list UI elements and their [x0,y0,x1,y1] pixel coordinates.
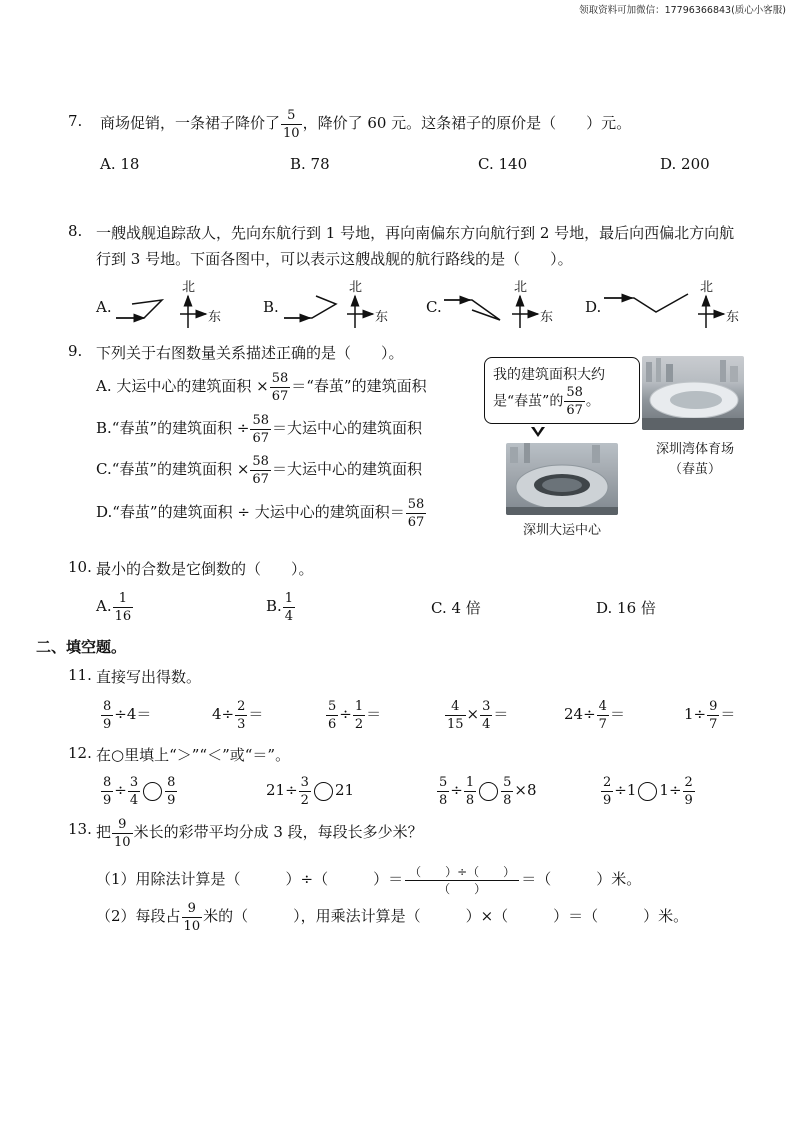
q8-option-d[interactable]: D. [585,298,602,316]
q8-option-c[interactable]: C. [426,298,442,316]
q12-compare-2: 21÷ $\frac{3}{2}$ 21 [266,774,355,808]
compass-arrows-icon [698,290,726,340]
q11-text: 直接写出得数。 [96,668,202,686]
q11-expr-4: $\frac{4}{15}$ × $\frac{3}{4}$ ＝ [447,698,509,732]
compare-circle-3[interactable] [479,782,498,801]
q7-fraction: $\frac{5}{10}$ [283,107,300,141]
header-note: 领取资料可加微信：17796366843(质心小客服) [579,5,786,16]
compare-circle-4[interactable] [638,782,657,801]
east-label: 东 [726,310,740,325]
q7-text-b: ，降价了 60 元。这条裙子的原价是（ ）元。 [302,114,632,132]
q10-option-c[interactable]: C. 4 倍 [431,599,481,617]
q10-option-b[interactable]: B. $\frac{1}{4}$ [266,590,294,624]
q7-option-c[interactable]: C. 140 [478,155,528,173]
q11-expr-2: 4÷ $\frac{2}{3}$ ＝ [212,698,264,732]
q9-option-d[interactable]: D.“春茧”的建筑面积 ÷ 大运中心的建筑面积＝ $\frac{58}{67}$ [96,496,425,530]
q13-stem: 把 $\frac{9}{10}$ 米长的彩带平均分成 3 段，每段长多少米？ [96,816,423,850]
route-c-diagram [442,292,506,326]
q8-option-b[interactable]: B. [263,298,279,316]
route-d-diagram [602,290,694,322]
q12-text: 在○里填上“＞”“＜”或“＝”。 [96,746,291,764]
bubble-line1: 我的建筑面积大约 [493,367,605,383]
speech-bubble [484,357,640,424]
q9-option-a[interactable]: A. 大运中心的建筑面积 × $\frac{58}{67}$ ＝“春茧”的建筑面积 [96,370,427,404]
q8-line2: 行到 3 号地。下面各图中，可以表示这艘战舰的航行路线的是（ ）。 [96,250,573,268]
q7-option-d[interactable]: D. 200 [660,155,710,173]
q13-sub1-fraction: （ ）÷（ ） （ ） [405,866,519,895]
q11-expr-6: 1÷ $\frac{9}{7}$ ＝ [684,698,736,732]
caption-left: 深圳大运中心 [522,523,601,538]
q8-num: 8. [68,222,83,240]
east-label: 东 [208,310,222,325]
route-b-diagram [282,294,342,326]
q11-num: 11. [68,666,92,684]
east-label: 东 [375,310,389,325]
q9-option-c[interactable]: C.“春茧”的建筑面积 × $\frac{58}{67}$ ＝大运中心的建筑面积 [96,453,422,487]
bubble-line2: 是“春茧”的 $\frac{58}{67}$ 。 [493,385,600,418]
compass-arrows-icon [347,290,375,340]
q8-option-a[interactable]: A. [96,298,112,316]
q7-option-b[interactable]: B. 78 [290,155,330,173]
compass-arrows-icon [180,290,208,340]
north-label: 北 [182,280,196,295]
q7-num: 7. [68,112,83,130]
q13-num: 13. [68,820,92,838]
q10-option-a[interactable]: A. $\frac{1}{16}$ [96,590,132,624]
q9-num: 9. [68,342,83,360]
q11-expr-1: $\frac{8}{9}$ ÷4＝ [103,698,152,732]
q12-compare-1: $\frac{8}{9}$ ÷ $\frac{3}{4}$ $\frac{8}{9}$ [103,774,176,808]
shenzhen-bay-stadium-photo [642,356,744,430]
compare-circle-2[interactable] [314,782,333,801]
compass-arrows-icon [512,290,540,340]
caption-right-1: 深圳湾体育场 [655,442,734,457]
north-label: 北 [700,280,714,295]
east-label: 东 [540,310,554,325]
q12-compare-4: $\frac{2}{9}$ ÷1 1÷ $\frac{2}{9}$ [603,774,693,808]
q7-option-a[interactable]: A. 18 [100,155,140,173]
q7-stem [100,104,631,142]
q12-compare-3: $\frac{5}{8}$ ÷ $\frac{1}{8}$ $\frac{5}{8}$ ×8 [439,774,537,808]
q13-sub2: （2）每段占 $\frac{9}{10}$ 米的（ ），用乘法计算是（ ）×（ ）＝（ ）米。 [96,900,689,934]
q13-sub1: （1）用除法计算是（ ）÷（ ）＝ （ ）÷（ ） （ ） ＝（ ）米。 [96,864,642,896]
q10-text: 最小的合数是它倒数的（ ）。 [96,560,314,578]
q9-option-b[interactable]: B.“春茧”的建筑面积 ÷ $\frac{58}{67}$ ＝大运中心的建筑面积 [96,412,423,446]
section-2-title: 二、填空题。 [36,638,127,656]
universiade-center-photo [506,443,618,515]
q9-text: 下列关于右图数量关系描述正确的是（ ）。 [96,344,404,362]
q11-expr-3: $\frac{5}{6}$ ÷ $\frac{1}{2}$ ＝ [328,698,382,732]
q11-expr-5: 24÷ $\frac{4}{7}$ ＝ [564,698,625,732]
q10-option-d[interactable]: D. 16 倍 [596,599,656,617]
north-label: 北 [349,280,363,295]
q8-line1: 一艘战舰追踪敌人，先向东航行到 1 号地，再向南偏东方向航行到 2 号地，最后向西偏北方向航 [96,224,735,242]
q7-text-a: 商场促销，一条裙子降价了 [100,114,281,132]
north-label: 北 [514,280,528,295]
q10-num: 10. [68,558,92,576]
caption-right-2: （春茧） [668,462,721,477]
q12-num: 12. [68,744,92,762]
compare-circle-1[interactable] [143,782,162,801]
route-a-diagram [114,296,174,326]
